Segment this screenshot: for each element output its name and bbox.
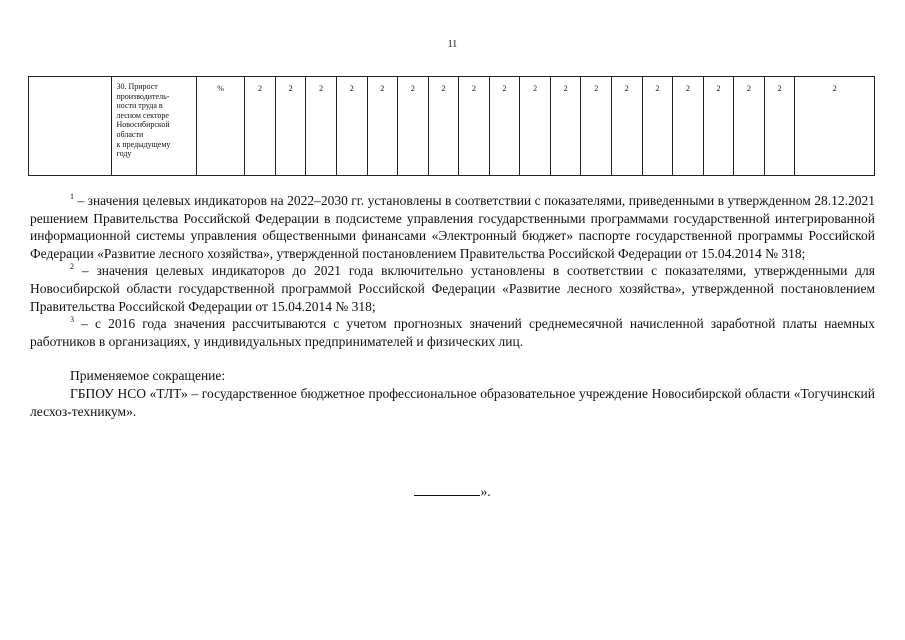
value-cell: 2: [764, 77, 795, 176]
indicator-name-cell: [112, 77, 196, 176]
value-cell: 2: [489, 77, 520, 176]
footnote-2: [30, 262, 875, 315]
footnote-1: [30, 192, 875, 262]
closing-mark: ».: [480, 484, 491, 499]
value-cell: 2: [306, 77, 337, 176]
value-cell: 2: [612, 77, 643, 176]
table-row: [29, 77, 875, 176]
value-cell: 2: [673, 77, 704, 176]
abbreviations-heading: Применяемое сокращение:: [70, 368, 226, 384]
indicator-name-line: лесном секторе: [116, 110, 169, 120]
value-cell: 2: [275, 77, 306, 176]
indicator-table: [28, 76, 875, 176]
indicator-name-line: году: [116, 149, 132, 159]
indicator-name-line: к предыдущему: [116, 139, 171, 149]
unit-cell: %: [196, 77, 244, 176]
footnote-marker: 1: [70, 192, 74, 201]
footnote-3: [30, 315, 875, 350]
value-cell: 2: [703, 77, 734, 176]
closing-line: [0, 484, 905, 500]
value-cell: 2: [245, 77, 276, 176]
footnote-marker: 2: [70, 262, 74, 272]
value-cell: 2: [459, 77, 490, 176]
indicator-name-line: производитель-: [116, 91, 170, 101]
abbreviation-definition: ГБПОУ НСО «ТЛТ» – государственное бюджетное профессиональное образовательное учреждение Новосибирской области «Тогучинский лесхоз-техникум».: [30, 385, 875, 419]
indicator-name-line: ности труда в: [116, 101, 163, 111]
footnote-marker: 3: [70, 315, 74, 325]
footnote-text: – значения целевых индикаторов на 2022–2030 гг. установлены в соответствии с показателями, приведенными в утвержденном 28.12.2021 решением Правительства Российской Федерации в подсистеме управления государственными программами государственной интегрированной информационной системы управления общественными финансами «Электронный бюджет» паспорте государственной программы Российской Федерации «Развитие лесного хозяйства», утвержденной постановлением Правительства Российской Федерации от 15.04.2014 № 318;: [30, 193, 875, 261]
value-cell: 2: [520, 77, 551, 176]
footnote-text: – с 2016 года значения рассчитываются с учетом прогнозных значений среднемесячной начисленной заработной платы наемных работников в организациях, у индивидуальных предпринимателей и физических лиц.: [30, 316, 875, 349]
footnote-text: – значения целевых индикаторов до 2021 года включительно установлены в соответствии с показателями, утвержденными для Новосибирской области государственной программой Российской Федерации «Развитие лесного хозяйства», утвержденной постановлением Правительства Российской Федерации от 15.04.2014 № 318;: [30, 263, 875, 314]
signature-underline: [414, 484, 480, 496]
indicator-name-line: области: [116, 129, 144, 139]
value-cell: 2: [642, 77, 673, 176]
indicator-name-line: 30. Прирост: [116, 82, 158, 91]
page-number: 11: [447, 39, 458, 50]
value-cell: 2: [795, 77, 875, 176]
value-cell: 2: [398, 77, 429, 176]
value-cell: 2: [550, 77, 581, 176]
footnotes-section: [30, 192, 875, 420]
value-cell: 2: [581, 77, 612, 176]
value-cell: 2: [734, 77, 765, 176]
value-cell: 2: [428, 77, 459, 176]
value-cell: 2: [336, 77, 367, 176]
value-cell: 2: [367, 77, 398, 176]
indicator-name-line: Новосибирской: [116, 120, 170, 130]
empty-cell: [29, 77, 112, 176]
